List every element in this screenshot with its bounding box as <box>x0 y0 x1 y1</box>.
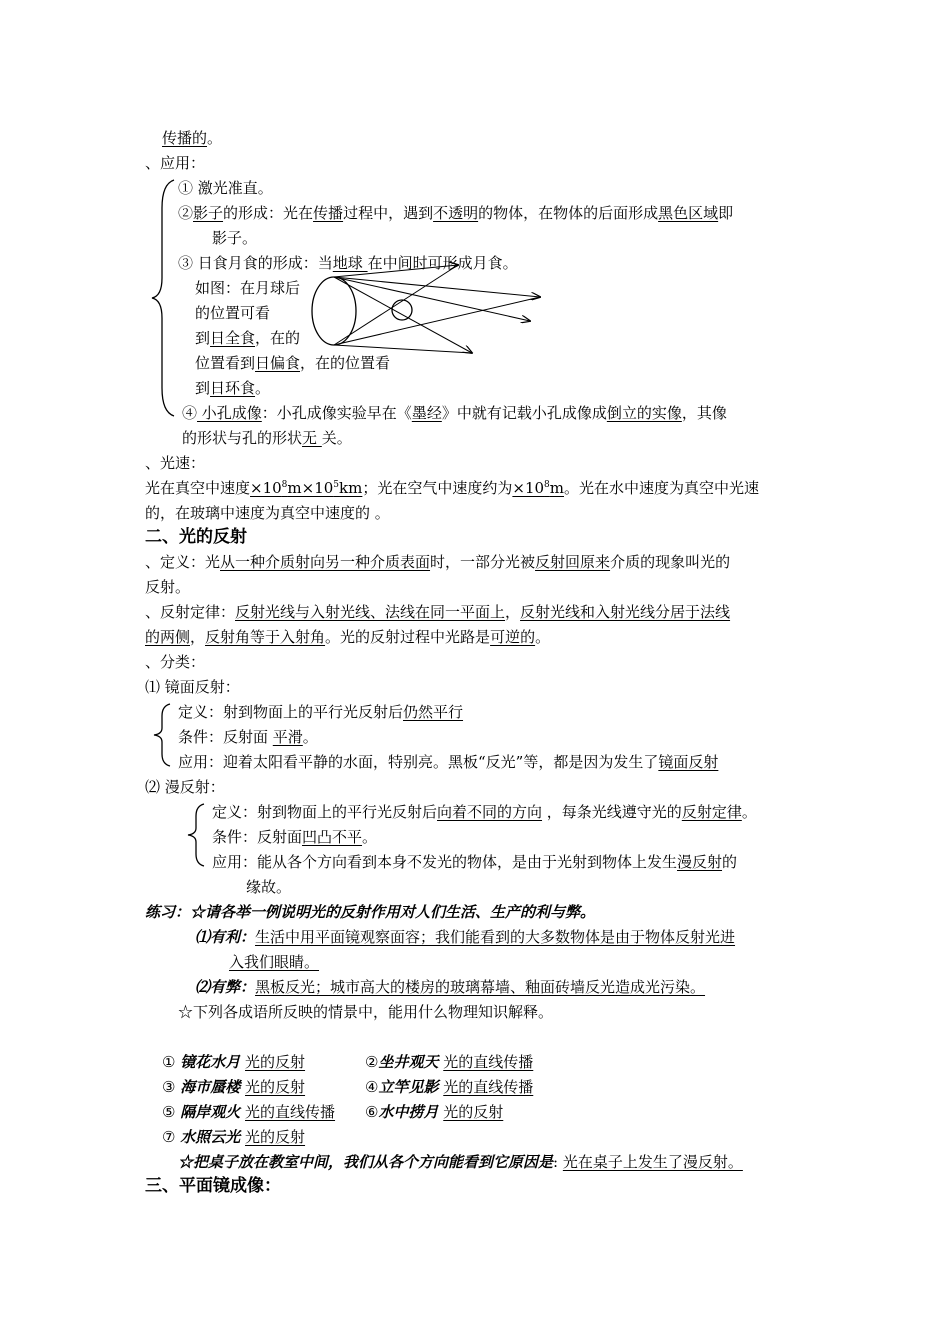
speed-line-2: 的，在玻璃中速度为真空中速度的 。 <box>145 504 390 522</box>
mirror-condition: 条件：反射面 平滑。 <box>178 728 318 746</box>
eclipse-diagram <box>300 255 550 365</box>
app-item-2-cont: 影子。 <box>212 229 258 247</box>
moon-circle <box>392 300 412 320</box>
app-item-4-cont: 的形状与孔的形状无 关。 <box>182 429 352 447</box>
idiom-item: ③ 海市蜃楼 光的反射 <box>162 1078 306 1096</box>
practice-advantage-cont: 入我们眼睛。 <box>229 953 320 971</box>
mirror-application: 应用：迎着太阳看平静的水面，特别亮。黑板“反光”等，都是因为发生了镜面反射 <box>178 753 719 771</box>
diffuse-definition: 定义：射到物面上的平行光反射后向着不同的方向 ，每条光线遵守光的反射定律。 <box>212 803 757 821</box>
idiom-item: ⑥水中捞月 光的反射 <box>365 1103 504 1121</box>
practice-title: 练习：☆请各举一例说明光的反射作用对人们生活、生产的利与弊。 <box>145 903 596 921</box>
practice-advantage: ⑴有利：生活中用平面镜观察面容；我们能看到的大多数物体是由于物体反射光进 <box>195 928 736 946</box>
diffuse-application: 应用：能从各个方向看到本身不发光的物体，是由于光射到物体上发生漫反射的 <box>212 853 738 871</box>
fig-text-3: 到日全食，在的 <box>195 329 301 347</box>
section-heading-reflection: 二、光的反射 <box>145 527 247 547</box>
idiom-question: ☆下列各成语所反映的情景中，能用什么物理知识解释。 <box>178 1003 554 1021</box>
idiom-item: ① 镜花水月 光的反射 <box>162 1053 306 1071</box>
reflection-definition-cont: 反射。 <box>145 578 191 596</box>
fig-text-4: 位置看到日偏食，在的位置看 <box>195 354 391 372</box>
reflection-definition: 、定义：光从一种介质射向另一种介质表面时，一部分光被反射回原来介质的现象叫光的 <box>145 553 731 571</box>
speed-line-1: 光在真空中速度$\times 10^8m\times 10^5km$；光在空气中速度约为$\times 10^8m$。光在水中速度为真空中光速 <box>145 479 760 497</box>
idiom-item: ④立竿见影 光的直线传播 <box>365 1078 534 1096</box>
diffuse-application-cont: 缘故。 <box>246 878 292 896</box>
diffuse-reflection-title: ⑵ 漫反射： <box>145 778 225 796</box>
mirror-reflection-title: ⑴ 镜面反射： <box>145 678 240 696</box>
classification-title: 、分类： <box>145 653 206 671</box>
fig-text-2: 的位置可看 <box>195 304 271 322</box>
idiom-item: ②坐井观天 光的直线传播 <box>365 1053 534 1071</box>
reflection-law-cont: 的两侧，反射角等于入射角。光的反射过程中光路是可逆的。 <box>145 628 551 646</box>
speed-title: 、光速： <box>145 454 206 472</box>
diffuse-condition: 条件：反射面凹凸不平。 <box>212 828 378 846</box>
app-item-3: ③ 日食月食的形成：当地球 在中间时可形成月食。 <box>178 254 518 272</box>
section-heading-plane-mirror: 三、平面镜成像： <box>145 1176 281 1196</box>
app-item-1: ① 激光准直。 <box>178 179 273 197</box>
reflection-law: 、反射定律：反射光线与入射光线、法线在同一平面上，反射光线和入射光线分居于法线 <box>145 603 731 621</box>
application-title: 、应用： <box>145 154 206 172</box>
idiom-item: ⑤ 隔岸观火 光的直线传播 <box>162 1103 336 1121</box>
app-item-4: ④ 小孔成像：小孔成像实验早在《墨经》中就有记载小孔成像成倒立的实像，其像 <box>182 404 727 422</box>
idiom-item: ⑦ 水照云光 光的反射 <box>162 1128 306 1146</box>
practice-disadvantage: ⑵有弊：黑板反光；城市高大的楼房的玻璃幕墙、釉面砖墙反光造成光污染。 <box>195 978 706 996</box>
fig-text-1: 如图：在月球后 <box>195 279 301 297</box>
line-cont: 传播的。 <box>162 129 223 147</box>
left-brace-mirror <box>152 702 174 768</box>
left-brace-big <box>150 178 180 418</box>
desk-question: ☆把桌子放在教室中间，我们从各个方向能看到它原因是: 光在桌子上发生了漫反射。 <box>178 1153 743 1171</box>
app-item-2: ②影子的形成：光在传播过程中，遇到不透明的物体，在物体的后面形成黑色区域即 <box>178 204 734 222</box>
fig-text-5: 到日环食。 <box>195 379 271 397</box>
left-brace-diffuse <box>186 802 208 868</box>
mirror-definition: 定义：射到物面上的平行光反射后仍然平行 <box>178 703 464 721</box>
